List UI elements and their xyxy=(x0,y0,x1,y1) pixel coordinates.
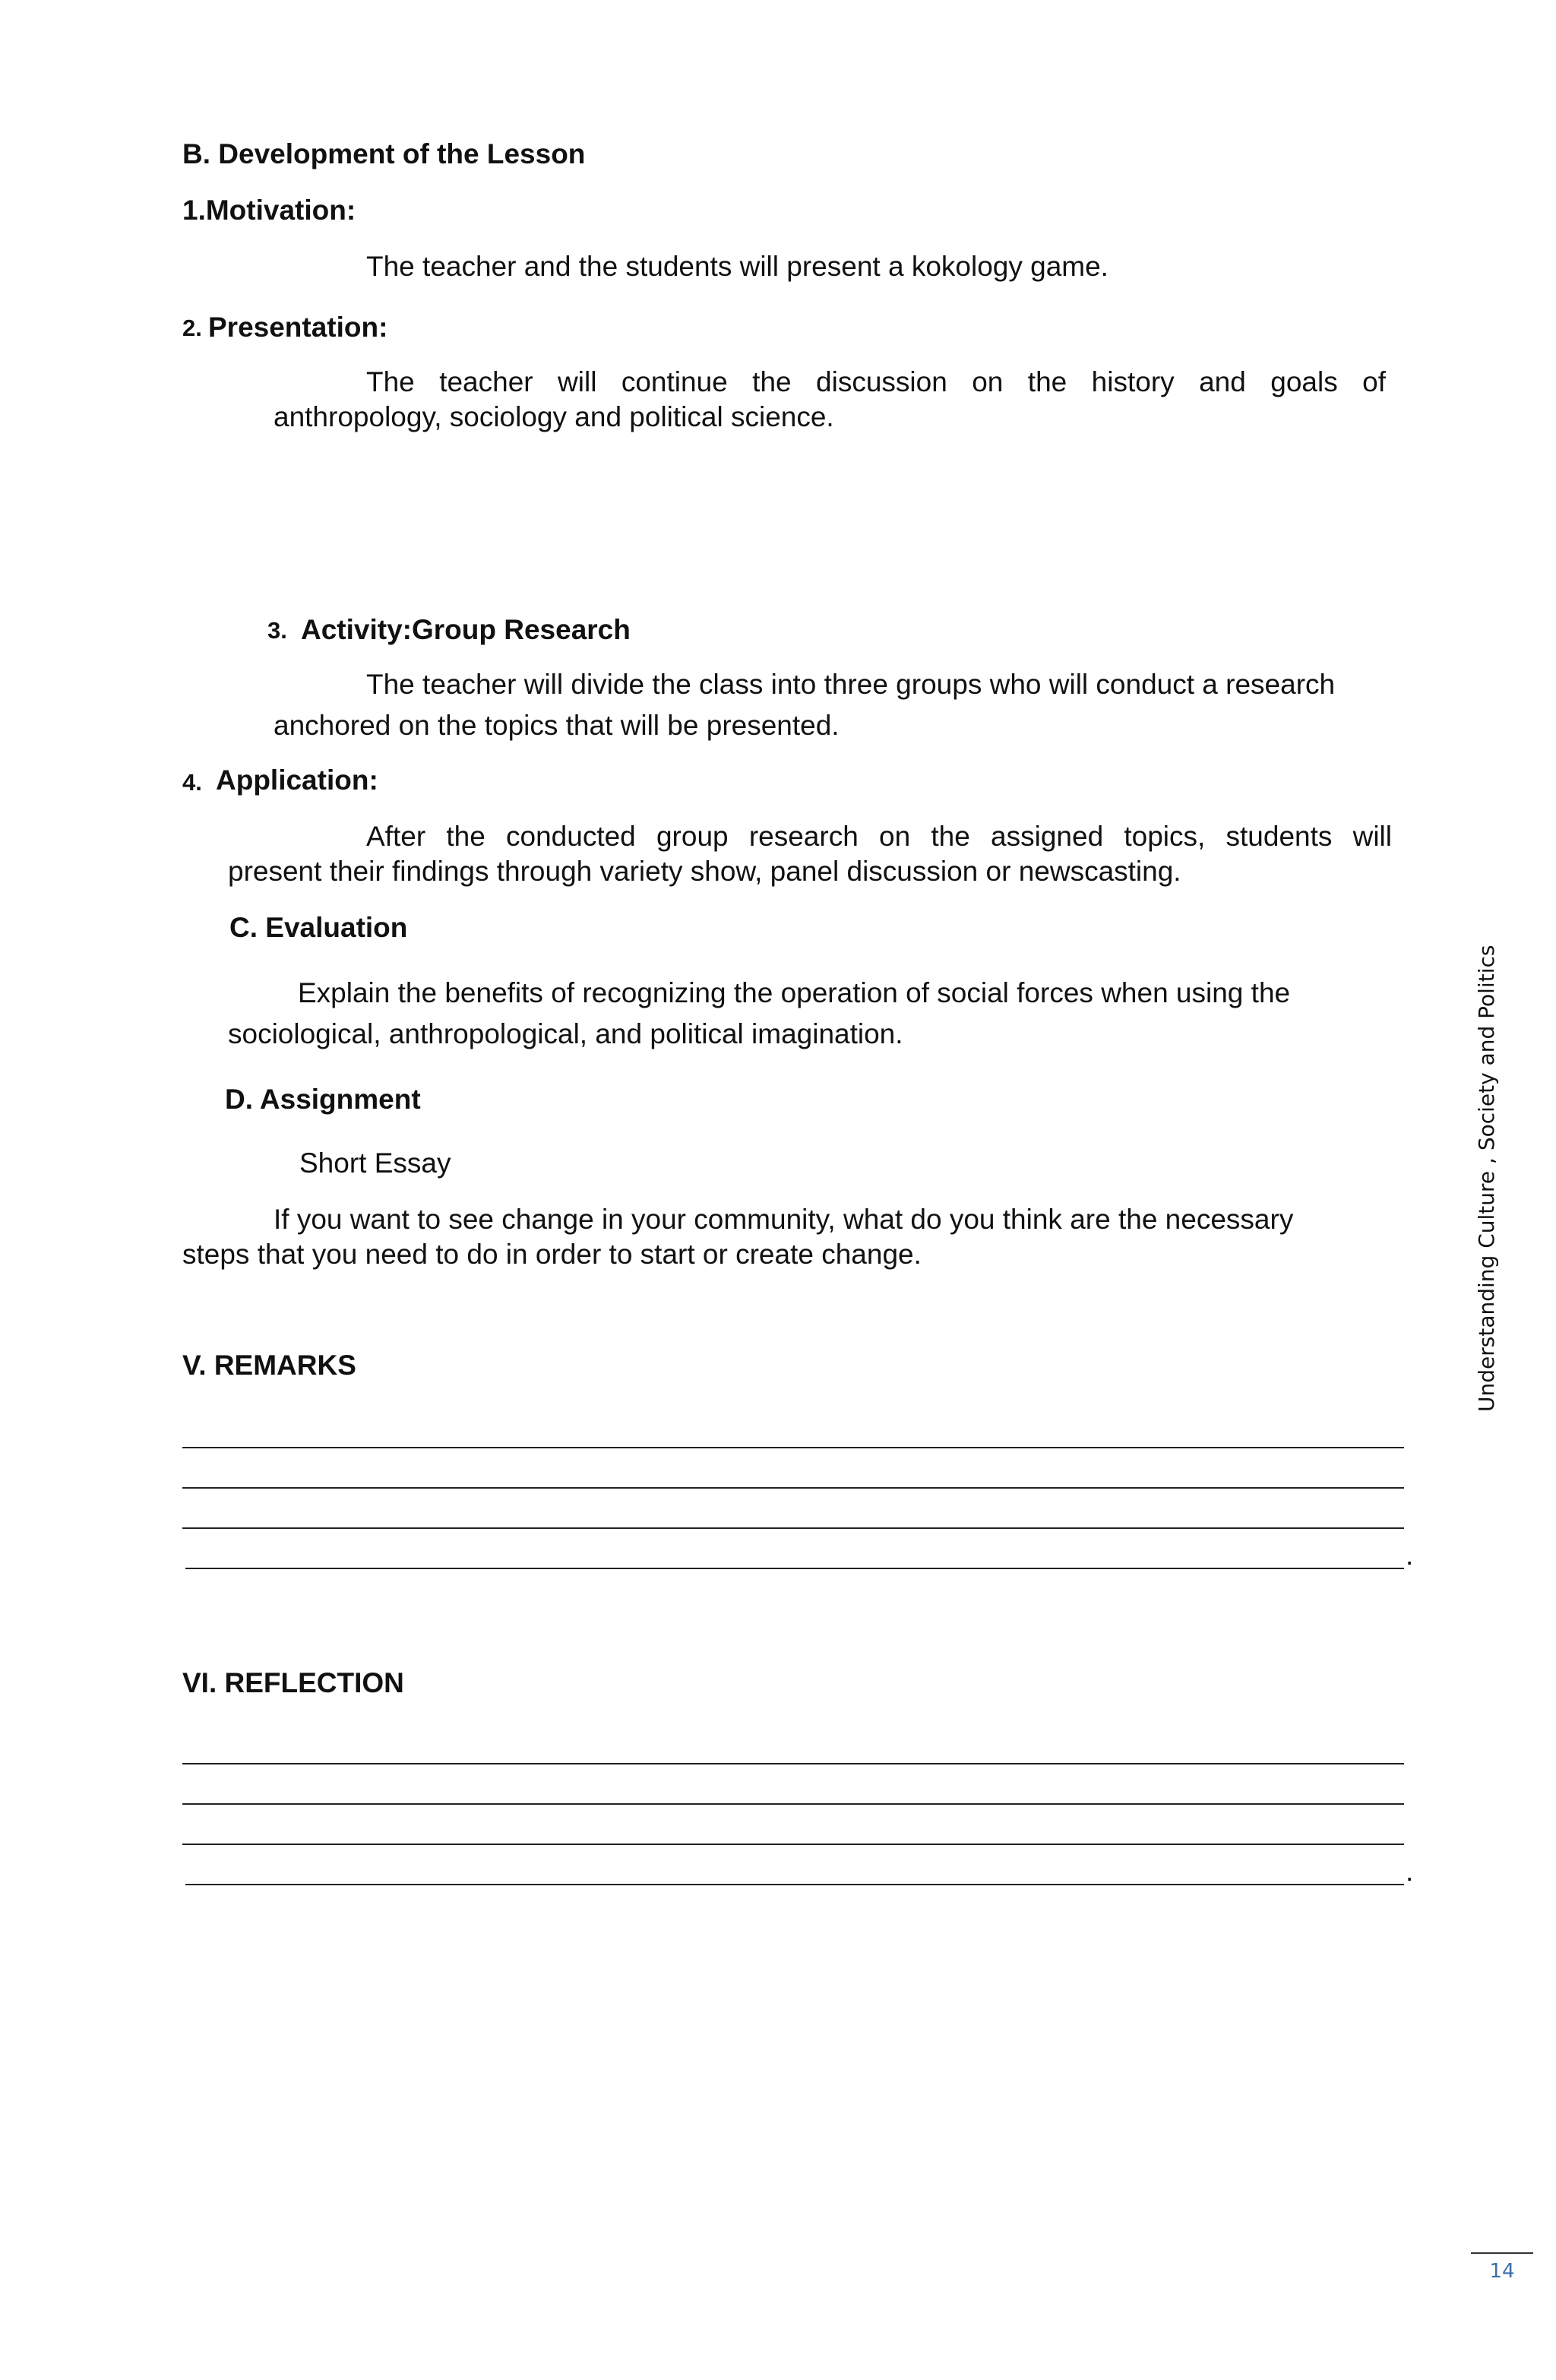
section-heading-development: B. Development of the Lesson xyxy=(182,138,586,169)
presentation-text-line2: anthropology, sociology and political science. xyxy=(274,401,834,432)
application-text-line1: After the conducted group research on the assigned topics, students will xyxy=(366,821,1392,852)
presentation-number: 2. xyxy=(182,315,202,341)
section-heading-assignment: D. Assignment xyxy=(225,1084,421,1115)
assignment-subtitle: Short Essay xyxy=(299,1147,451,1179)
assignment-text-line2: steps that you need to do in order to start or create change. xyxy=(182,1239,922,1270)
activity-number: 3. xyxy=(267,617,287,644)
remarks-line-1 xyxy=(182,1447,1404,1448)
application-text-line2: present their findings through variety show, panel discussion or newscasting. xyxy=(228,856,1181,887)
page-number-rule xyxy=(1471,2252,1533,2254)
application-label: Application: xyxy=(216,764,378,796)
assignment-text-line1: If you want to see change in your community, what do you think are the necessary xyxy=(274,1204,1294,1235)
section-heading-reflection: VI. REFLECTION xyxy=(182,1667,404,1698)
remarks-line-2 xyxy=(182,1487,1404,1489)
presentation-text-line1: The teacher will continue the discussion on the history and goals of xyxy=(366,366,1386,397)
motivation-label: 1.Motivation: xyxy=(182,195,356,226)
activity-label: Activity:Group Research xyxy=(301,614,631,645)
page-number: 14 xyxy=(1489,2260,1515,2283)
remarks-line-4 xyxy=(185,1568,1404,1569)
sidebar-course-title: Understanding Culture , Society and Politics xyxy=(1474,945,1499,1412)
reflection-line-3 xyxy=(182,1844,1404,1845)
evaluation-text-line2: sociological, anthropological, and political imagination. xyxy=(228,1018,903,1049)
activity-text-line1: The teacher will divide the class into three groups who will conduct a research xyxy=(366,669,1336,700)
reflection-line-1 xyxy=(182,1763,1404,1764)
motivation-text: The teacher and the students will present a kokology game. xyxy=(366,251,1108,282)
application-number: 4. xyxy=(182,769,202,796)
activity-text-line2: anchored on the topics that will be presented. xyxy=(274,710,840,741)
section-heading-evaluation: C. Evaluation xyxy=(229,912,408,943)
reflection-end-period: . xyxy=(1406,1856,1414,1887)
evaluation-text-line1: Explain the benefits of recognizing the operation of social forces when using the xyxy=(298,977,1291,1008)
reflection-line-2 xyxy=(182,1803,1404,1805)
remarks-end-period: . xyxy=(1406,1540,1414,1571)
presentation-label: Presentation: xyxy=(208,312,388,343)
remarks-line-3 xyxy=(182,1527,1404,1529)
reflection-line-4 xyxy=(185,1884,1404,1885)
section-heading-remarks: V. REMARKS xyxy=(182,1350,356,1381)
